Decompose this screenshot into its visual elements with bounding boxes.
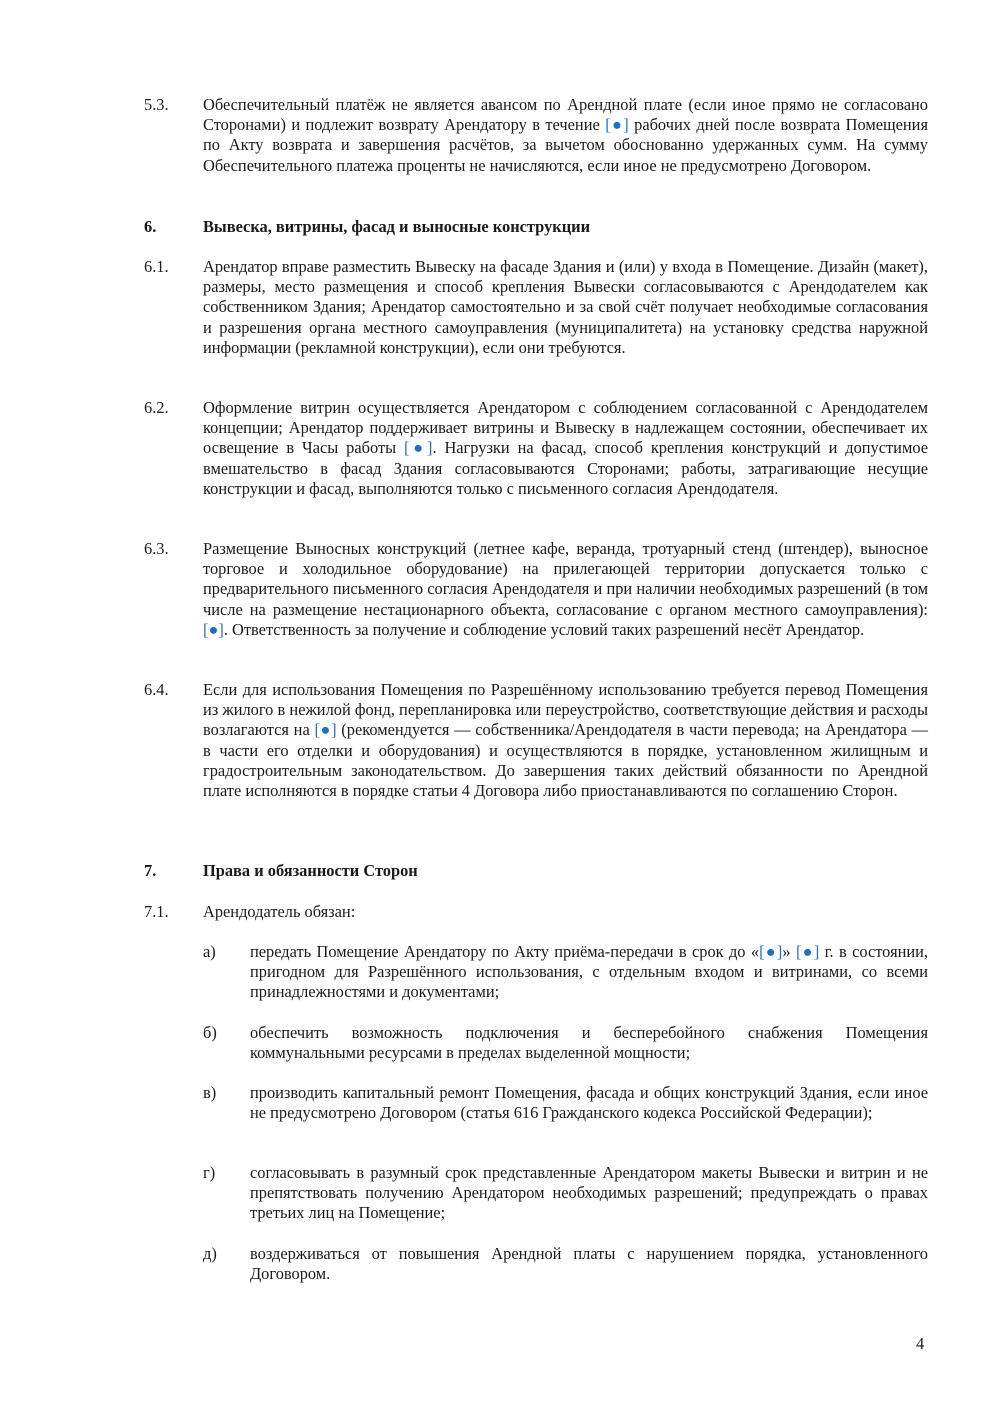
- clause-5-3: [144, 95, 928, 176]
- section-6-heading: [144, 217, 928, 237]
- clause-number: 7.1.: [144, 902, 169, 921]
- list-item-number: б): [203, 1023, 217, 1042]
- list-item-number: в): [203, 1083, 217, 1102]
- clause-6-3: [144, 539, 928, 640]
- clause-number: 6.3.: [144, 539, 169, 558]
- clause-text: Если для использования Помещения по Разрешённому использованию требуется перевод Помещения из жилого в нежилой фонд, перепланировка или переустройство, соответствующие действия и расходы возлагаются на [●] (рекомендуется — собственника/Арендодателя в части перевода; на Арендатора — в части его отделки и оборудования) и осуществляются в порядке, установленном жилищным и градостроительным законодательством. До завершения таких действий обязанности по Арендной плате исполняются в порядке статьи 4 Договора либо приостанавливаются по соглашению Сторон.: [203, 680, 928, 801]
- list-item-text: воздерживаться от повышения Арендной платы с нарушением порядка, установленного Договором.: [250, 1244, 928, 1284]
- list-item-d: [203, 1244, 928, 1284]
- list-item-number: а): [203, 942, 216, 961]
- list-item-b: [203, 1023, 928, 1063]
- clause-number: 5.3.: [144, 95, 169, 114]
- clause-6-2: [144, 398, 928, 499]
- list-item-text: обеспечить возможность подключения и бесперебойного снабжения Помещения коммунальными ресурсами в пределах выделенной мощности;: [250, 1023, 928, 1063]
- list-item-text: передать Помещение Арендатору по Акту приёма-передачи в срок до «[●]» [●] г. в состоянии, пригодном для Разрешённого использования, с отдельным входом и витринами, со всеми принадлежностями и документами;: [250, 942, 929, 1002]
- list-item-number: д): [203, 1244, 217, 1263]
- clause-text: Арендодатель обязан:: [203, 902, 356, 921]
- page-number: 4: [916, 1334, 925, 1353]
- list-item-a: [203, 942, 928, 1003]
- placeholder-marker: [●]: [795, 942, 820, 961]
- clause-text: Обеспечительный платёж не является авансом по Арендной плате (если иное прямо не согласовано Сторонами) и подлежит возврату Арендатору в течение [●] рабочих дней после возврата Помещения по Акту возврата и завершения расчётов, за вычетом обоснованно удержанных сумм. На сумму Обеспечительного платежа проценты не начисляются, если иное не предусмотрено Договором.: [203, 95, 928, 175]
- section-title: Вывеска, витрины, фасад и выносные конструкции: [203, 217, 591, 236]
- section-7-heading: [144, 861, 928, 881]
- section-number: 6.: [144, 217, 157, 236]
- clause-6-4: [144, 680, 928, 801]
- clause-text: Размещение Выносных конструкций (летнее кафе, веранда, тротуарный стенд (штендер), выносное торговое и холодильное оборудование) на прилегающей территории допускается только с предварительного письменного согласия Арендодателя и при наличии необходимых разрешений (в том числе на размещение нестационарного объекта, согласование с органом местного самоуправления): [●]. Ответственность за получение и соблюдение условий таких разрешений несёт Арендатор.: [203, 539, 928, 639]
- clause-number: 6.4.: [144, 680, 169, 699]
- clause-number: 6.2.: [144, 398, 169, 417]
- clause-text: Арендатор вправе разместить Вывеску на фасаде Здания и (или) у входа в Помещение. Дизайн (макет), размеры, место размещения и способ крепления Вывески согласовываются с Арендодателем как собственником Здания; Арендатор самостоятельно и за свой счёт получает необходимые согласования и разрешения органа местного самоуправления (муниципалитета) на установку средства наружной информации (рекламной конструкции), если они требуются.: [203, 257, 928, 357]
- clause-7-1: [144, 902, 928, 922]
- placeholder-marker: [●]: [203, 619, 224, 639]
- clause-text: Оформление витрин осуществляется Арендатором с соблюдением согласованной с Арендодателем концепции; Арендатор поддерживает витрины и Вывеску в надлежащем состоянии, обеспечивает их освещение в Часы работы [●]. Нагрузки на фасад, способ крепления конструкций и допустимое вмешательство в фасад Здания согласовываются Сторонами; работы, затрагивающие несущие конструкции и фасад, выполняются только с письменного согласия Арендодателя.: [203, 398, 928, 498]
- section-number: 7.: [144, 861, 157, 880]
- list-item-number: г): [203, 1163, 216, 1182]
- section-title: Права и обязанности Сторон: [203, 861, 418, 880]
- list-item-g: [203, 1163, 928, 1224]
- list-item-v: [203, 1083, 928, 1123]
- clause-6-1: [144, 257, 928, 358]
- placeholder-marker: [●]: [314, 720, 337, 740]
- placeholder-marker: [●]: [759, 942, 783, 961]
- list-item-text: производить капитальный ремонт Помещения, фасада и общих конструкций Здания, если иное не предусмотрено Договором (статья 616 Гражданского кодекса Российской Федерации);: [250, 1083, 928, 1123]
- clause-number: 6.1.: [144, 257, 169, 276]
- placeholder-marker: [●]: [404, 438, 433, 458]
- list-item-text: согласовывать в разумный срок представленные Арендатором макеты Вывески и витрин и не препятствовать получению Арендатором необходимых разрешений; предупреждать о правах третьих лиц на Помещение;: [250, 1163, 928, 1223]
- placeholder-marker: [●]: [605, 115, 629, 135]
